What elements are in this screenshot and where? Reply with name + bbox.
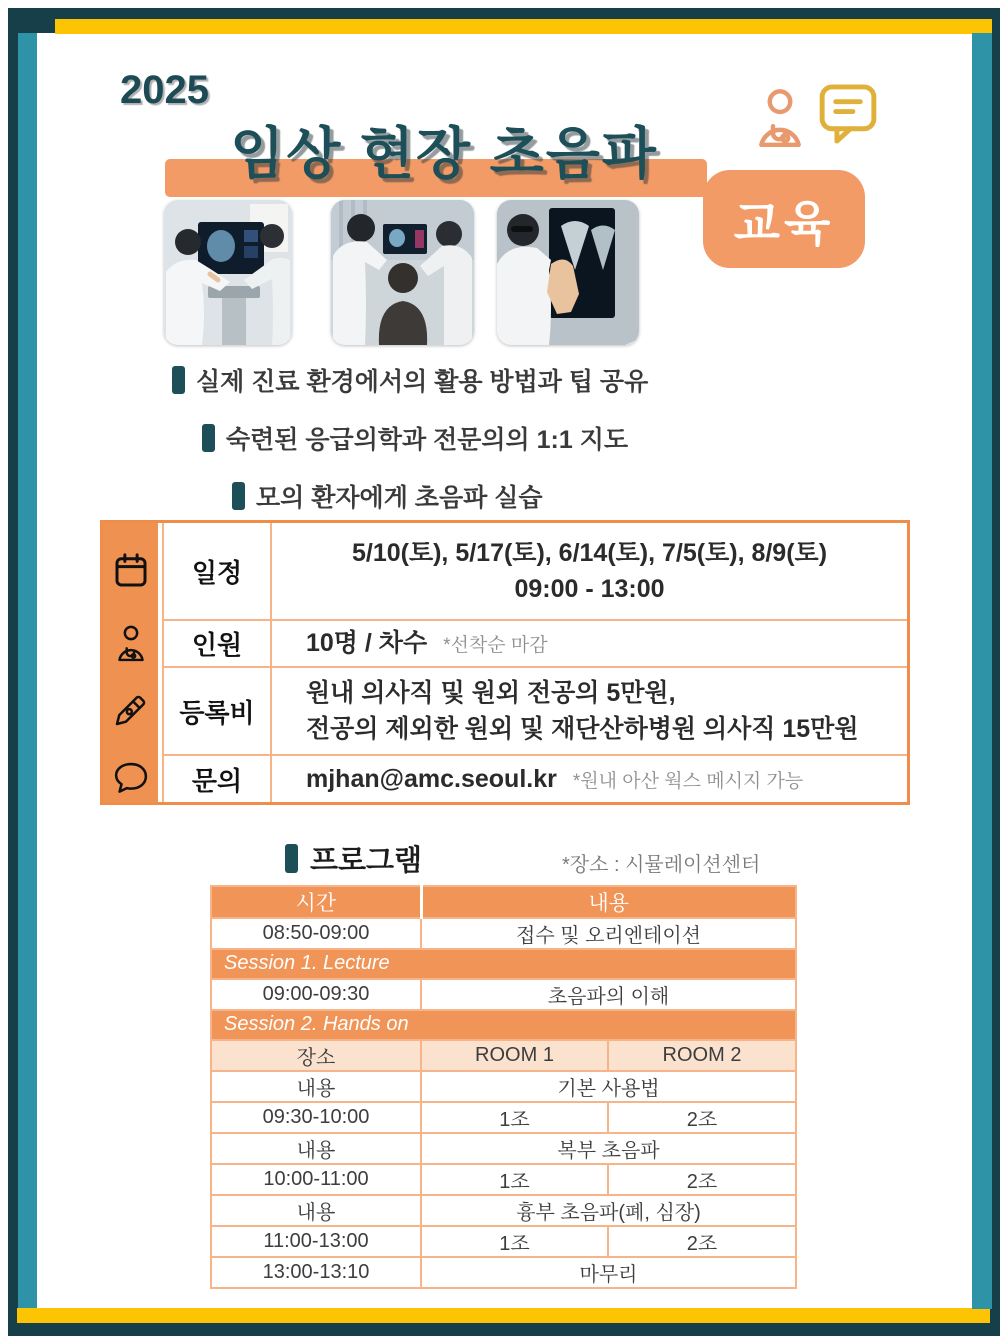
program-cell-room1: ROOM 1 xyxy=(421,1040,608,1071)
ultrasound-training-photo-2 xyxy=(331,200,474,345)
table-row xyxy=(211,979,796,1010)
info-label: 일정 xyxy=(164,523,272,619)
program-col-time: 시간 xyxy=(211,886,421,918)
info-value xyxy=(272,756,907,802)
program-cell-time: 09:30-10:00 xyxy=(211,1102,421,1133)
program-cell-group2: 2조 xyxy=(608,1102,796,1133)
program-cell-content: 흉부 초음파(폐, 심장) xyxy=(421,1195,796,1226)
info-label: 등록비 xyxy=(164,668,272,754)
program-heading-text: 프로그램 xyxy=(310,845,423,877)
pen-nib-icon xyxy=(103,666,158,754)
table-row xyxy=(211,1102,796,1133)
table-row xyxy=(211,1195,796,1226)
feature-text: 숙련된 응급의학과 전문의의 1:1 지도 xyxy=(226,426,629,454)
table-row xyxy=(164,523,907,619)
speech-bubble-icon xyxy=(103,754,158,802)
contact-email: mjhan@amc.seoul.kr xyxy=(306,764,557,793)
program-cell-content: 복부 초음파 xyxy=(421,1133,796,1164)
program-cell-group1: 1조 xyxy=(421,1164,608,1195)
program-cell-time: 10:00-11:00 xyxy=(211,1164,421,1195)
program-cell-label: 내용 xyxy=(211,1195,421,1226)
program-location-note: *장소 : 시뮬레이션센터 xyxy=(562,854,761,876)
table-row xyxy=(211,1226,796,1257)
ultrasound-training-photo-1 xyxy=(164,200,292,345)
program-cell-time: 11:00-13:00 xyxy=(211,1226,421,1257)
session-row-label: Session 1. Lecture xyxy=(211,949,796,979)
table-row xyxy=(164,619,907,666)
feature-item xyxy=(232,478,543,514)
accent-bar-teal-right xyxy=(972,33,992,1309)
info-label: 문의 xyxy=(164,756,272,802)
program-cell-room2: ROOM 2 xyxy=(608,1040,796,1071)
doctor-outline-icon xyxy=(752,85,808,151)
accent-bar-yellow-top xyxy=(55,19,992,34)
doctor-icon xyxy=(103,619,158,666)
page-title: 임상 현장 초음파 xyxy=(230,122,658,185)
accent-bar-yellow-bottom xyxy=(17,1308,990,1323)
chat-bubble-icon xyxy=(816,80,880,148)
session-row-label: Session 2. Hands on xyxy=(211,1010,796,1040)
bullet-bar-icon xyxy=(232,482,245,510)
calendar-icon xyxy=(103,523,158,619)
program-cell-content: 초음파의 이해 xyxy=(421,979,796,1010)
capacity-note: *선착순 마감 xyxy=(443,635,548,657)
schedule-dates: 5/10(토), 5/17(토), 6/14(토), 7/5(토), 8/9(토) xyxy=(351,538,828,567)
program-cell-time: 08:50-09:00 xyxy=(211,918,421,949)
table-row xyxy=(211,1010,796,1040)
info-value xyxy=(272,621,907,666)
program-cell-time: 13:00-13:10 xyxy=(211,1257,421,1288)
program-col-content: 내용 xyxy=(421,886,796,918)
bullet-bar-icon xyxy=(202,424,215,452)
table-row xyxy=(164,666,907,754)
table-row xyxy=(211,1164,796,1195)
program-cell-label: 내용 xyxy=(211,1133,421,1164)
program-cell-content: 마무리 xyxy=(421,1257,796,1288)
program-cell-content: 접수 및 오리엔테이션 xyxy=(421,918,796,949)
program-cell-content: 기본 사용법 xyxy=(421,1071,796,1102)
fee-line-1: 원내 의사직 및 원외 전공의 5만원, xyxy=(306,678,676,707)
program-table xyxy=(210,885,797,1289)
feature-text: 실제 진료 환경에서의 활용 방법과 팁 공유 xyxy=(196,368,649,396)
info-value xyxy=(272,668,907,754)
info-value xyxy=(272,523,907,619)
accent-bar-teal-left xyxy=(18,33,37,1308)
info-rows xyxy=(162,523,907,802)
table-row xyxy=(211,886,796,918)
feature-item xyxy=(172,362,648,398)
year-label: 2025 xyxy=(120,68,209,112)
feature-text: 모의 환자에게 초음파 실습 xyxy=(256,484,543,512)
info-label: 인원 xyxy=(164,621,272,666)
program-heading xyxy=(285,838,422,879)
program-cell-time: 09:00-09:30 xyxy=(211,979,421,1010)
bullet-bar-icon xyxy=(172,366,185,394)
table-row xyxy=(211,1133,796,1164)
program-cell-label: 내용 xyxy=(211,1071,421,1102)
table-row xyxy=(164,754,907,802)
program-cell-group2: 2조 xyxy=(608,1226,796,1257)
program-cell-group2: 2조 xyxy=(608,1164,796,1195)
ultrasound-training-photo-3 xyxy=(497,200,639,345)
schedule-time: 09:00 - 13:00 xyxy=(514,575,665,603)
feature-item xyxy=(202,420,628,456)
capacity-value: 10명 / 차수 xyxy=(306,629,428,658)
contact-note: *원내 아산 웍스 메시지 가능 xyxy=(572,770,804,792)
info-table xyxy=(100,520,910,805)
table-row xyxy=(211,1071,796,1102)
program-cell-place: 장소 xyxy=(211,1040,421,1071)
program-cell-group1: 1조 xyxy=(421,1226,608,1257)
info-icon-column xyxy=(103,523,158,802)
education-badge: 교육 xyxy=(703,170,865,268)
bullet-bar-icon xyxy=(285,844,298,873)
table-row xyxy=(211,1040,796,1071)
table-row xyxy=(211,1257,796,1288)
program-cell-group1: 1조 xyxy=(421,1102,608,1133)
table-row xyxy=(211,949,796,979)
table-row xyxy=(211,918,796,949)
fee-line-2: 전공의 제외한 원외 및 재단산하병원 의사직 15만원 xyxy=(306,715,859,743)
